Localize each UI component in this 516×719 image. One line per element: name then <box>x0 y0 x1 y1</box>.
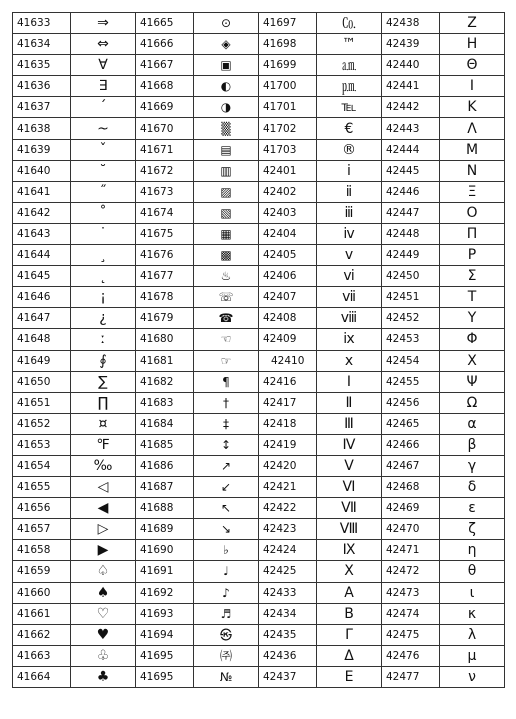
glyph-cell: ㏇ <box>317 13 382 34</box>
code-cell: 41676 <box>136 245 194 266</box>
table-row <box>13 202 505 223</box>
code-cell: 42436 <box>259 645 317 666</box>
glyph-cell: ▒ <box>194 118 259 139</box>
table-row <box>13 371 505 392</box>
glyph-cell: γ <box>440 455 505 476</box>
glyph-cell: ∑ <box>71 371 136 392</box>
glyph-cell: Ⅸ <box>317 540 382 561</box>
glyph-cell: ◈ <box>194 34 259 55</box>
code-cell: 42451 <box>382 287 440 308</box>
glyph-cell: Ⅲ <box>317 413 382 434</box>
glyph-cell: ζ <box>440 519 505 540</box>
glyph-cell: ◁ <box>71 477 136 498</box>
glyph-cell: ¶ <box>194 371 259 392</box>
table-row <box>13 519 505 540</box>
table-row <box>13 55 505 76</box>
table-row <box>13 160 505 181</box>
glyph-cell: Ⅰ <box>317 371 382 392</box>
glyph-cell: ㏘ <box>317 76 382 97</box>
code-cell: 41662 <box>13 624 71 645</box>
glyph-cell: ♩ <box>194 561 259 582</box>
glyph-cell: Ⅱ <box>317 392 382 413</box>
code-cell: 42442 <box>382 97 440 118</box>
table-row <box>13 561 505 582</box>
code-cell: 42452 <box>382 308 440 329</box>
glyph-cell: ㈜ <box>194 645 259 666</box>
glyph-cell: Φ <box>440 329 505 350</box>
glyph-cell: ‡ <box>194 413 259 434</box>
glyph-cell: Ⅳ <box>317 434 382 455</box>
code-cell: 42439 <box>382 34 440 55</box>
glyph-cell: ⅲ <box>317 202 382 223</box>
glyph-cell: € <box>317 118 382 139</box>
code-cell: 41697 <box>259 13 317 34</box>
glyph-cell: ¿ <box>71 308 136 329</box>
table-row <box>13 308 505 329</box>
code-cell: 42456 <box>382 392 440 413</box>
table-row <box>13 76 505 97</box>
table-row <box>13 498 505 519</box>
glyph-cell: Ⅵ <box>317 477 382 498</box>
glyph-cell: Ω <box>440 392 505 413</box>
code-cell: 41673 <box>136 181 194 202</box>
glyph-cell: ∀ <box>71 55 136 76</box>
glyph-cell: Ⅷ <box>317 519 382 540</box>
code-cell: 42404 <box>259 223 317 244</box>
code-cell: 42455 <box>382 371 440 392</box>
glyph-cell: ¤ <box>71 413 136 434</box>
glyph-cell: Ν <box>440 160 505 181</box>
code-cell: 42418 <box>259 413 317 434</box>
code-cell: 41635 <box>13 55 71 76</box>
code-cell: 41677 <box>136 266 194 287</box>
glyph-cell: ▨ <box>194 181 259 202</box>
code-cell: 42425 <box>259 561 317 582</box>
code-cell: 41683 <box>136 392 194 413</box>
glyph-cell: ´ <box>71 97 136 118</box>
code-cell: 42419 <box>259 434 317 455</box>
glyph-cell: η <box>440 540 505 561</box>
code-cell: 41640 <box>13 160 71 181</box>
table-row <box>13 477 505 498</box>
glyph-cell: θ <box>440 561 505 582</box>
code-cell: 41645 <box>13 266 71 287</box>
table-row <box>13 413 505 434</box>
glyph-cell: Σ <box>440 266 505 287</box>
glyph-cell: ♨ <box>194 266 259 287</box>
code-cell: 41699 <box>259 55 317 76</box>
code-cell: 42472 <box>382 561 440 582</box>
glyph-cell: κ <box>440 603 505 624</box>
glyph-cell: ◑ <box>194 97 259 118</box>
code-cell: 41700 <box>259 76 317 97</box>
code-cell: 42449 <box>382 245 440 266</box>
glyph-cell: ☞ <box>194 350 259 371</box>
code-cell: 42454 <box>382 350 440 371</box>
code-cell: 41660 <box>13 582 71 603</box>
glyph-cell: β <box>440 434 505 455</box>
code-cell: 41686 <box>136 455 194 476</box>
code-cell: 42434 <box>259 603 317 624</box>
table-row <box>13 181 505 202</box>
code-cell: 41687 <box>136 477 194 498</box>
glyph-cell: ⅶ <box>317 287 382 308</box>
table-row <box>13 434 505 455</box>
code-cell: 42465 <box>382 413 440 434</box>
code-cell: 42423 <box>259 519 317 540</box>
code-cell: 42476 <box>382 645 440 666</box>
code-cell: 42435 <box>259 624 317 645</box>
code-cell: 42406 <box>259 266 317 287</box>
glyph-cell: ♬ <box>194 603 259 624</box>
code-cell: 41663 <box>13 645 71 666</box>
code-cell: 41658 <box>13 540 71 561</box>
code-cell: 42471 <box>382 540 440 561</box>
code-cell: 41669 <box>136 97 194 118</box>
glyph-cell: λ <box>440 624 505 645</box>
glyph-cell: Ⅹ <box>317 561 382 582</box>
glyph-cell: ˝ <box>71 181 136 202</box>
glyph-cell: Χ <box>440 350 505 371</box>
code-cell: 42475 <box>382 624 440 645</box>
code-cell: 41641 <box>13 181 71 202</box>
code-cell: 42408 <box>259 308 317 329</box>
glyph-cell: Μ <box>440 139 505 160</box>
code-cell: 42445 <box>382 160 440 181</box>
table-row <box>13 645 505 666</box>
code-cell: 41694 <box>136 624 194 645</box>
glyph-cell: ☎ <box>194 308 259 329</box>
code-cell: 41702 <box>259 118 317 139</box>
glyph-cell: ♤ <box>71 561 136 582</box>
glyph-cell: ⅰ <box>317 160 382 181</box>
code-cell: 42468 <box>382 477 440 498</box>
code-cell: 41638 <box>13 118 71 139</box>
glyph-cell: ¸ <box>71 245 136 266</box>
glyph-cell: ♭ <box>194 540 259 561</box>
code-cell: 41682 <box>136 371 194 392</box>
glyph-cell: ® <box>317 139 382 160</box>
code-cell: 42433 <box>259 582 317 603</box>
glyph-cell: ˘ <box>71 160 136 181</box>
table-row <box>13 287 505 308</box>
glyph-cell: Δ <box>317 645 382 666</box>
glyph-cell: ☜ <box>194 329 259 350</box>
glyph-cell: ▶ <box>71 540 136 561</box>
code-cell: 42447 <box>382 202 440 223</box>
table-row <box>13 118 505 139</box>
table-row <box>13 34 505 55</box>
glyph-cell: ∏ <box>71 392 136 413</box>
glyph-cell: Θ <box>440 55 505 76</box>
glyph-cell: Ε <box>317 666 382 687</box>
code-cell: 41671 <box>136 139 194 160</box>
glyph-cell: ⇒ <box>71 13 136 34</box>
glyph-cell: ™ <box>317 34 382 55</box>
glyph-cell: Ρ <box>440 245 505 266</box>
glyph-cell: Α <box>317 582 382 603</box>
code-cell: 41661 <box>13 603 71 624</box>
glyph-cell: ⅱ <box>317 181 382 202</box>
glyph-cell: ♣ <box>71 666 136 687</box>
code-cell: 42421 <box>259 477 317 498</box>
code-cell: 41642 <box>13 202 71 223</box>
glyph-cell: Ζ <box>440 13 505 34</box>
code-cell: 42437 <box>259 666 317 687</box>
code-cell: 41685 <box>136 434 194 455</box>
code-cell: 42424 <box>259 540 317 561</box>
code-cell: 42402 <box>259 181 317 202</box>
code-cell: 41639 <box>13 139 71 160</box>
table-row <box>13 666 505 687</box>
code-cell: 41634 <box>13 34 71 55</box>
code-cell: 41655 <box>13 477 71 498</box>
code-cell: 42403 <box>259 202 317 223</box>
code-cell: 42443 <box>382 118 440 139</box>
table-row <box>13 266 505 287</box>
code-cell: 42473 <box>382 582 440 603</box>
code-cell: 42417 <box>259 392 317 413</box>
code-cell: 41670 <box>136 118 194 139</box>
code-cell: 41692 <box>136 582 194 603</box>
code-cell: 42410 <box>259 350 317 371</box>
code-cell: 42416 <box>259 371 317 392</box>
code-cell: 41650 <box>13 371 71 392</box>
glyph-cell: ↙ <box>194 477 259 498</box>
code-cell: 42450 <box>382 266 440 287</box>
glyph-cell: ▩ <box>194 245 259 266</box>
glyph-cell: Ⅶ <box>317 498 382 519</box>
code-cell: 42470 <box>382 519 440 540</box>
character-code-table <box>12 12 505 688</box>
code-cell: 41698 <box>259 34 317 55</box>
glyph-cell: ↖ <box>194 498 259 519</box>
glyph-cell: ☏ <box>194 287 259 308</box>
glyph-cell: ↘ <box>194 519 259 540</box>
table-row <box>13 582 505 603</box>
code-cell: 41652 <box>13 413 71 434</box>
code-cell: 41656 <box>13 498 71 519</box>
code-cell: 41691 <box>136 561 194 582</box>
glyph-cell: ː <box>71 329 136 350</box>
code-cell: 41666 <box>136 34 194 55</box>
glyph-cell: ⅵ <box>317 266 382 287</box>
code-cell: 41689 <box>136 519 194 540</box>
glyph-cell: Ψ <box>440 371 505 392</box>
glyph-cell: ⅸ <box>317 329 382 350</box>
code-cell: 42469 <box>382 498 440 519</box>
glyph-cell: ▤ <box>194 139 259 160</box>
glyph-cell: ♠ <box>71 582 136 603</box>
glyph-cell: Λ <box>440 118 505 139</box>
code-cell: 41659 <box>13 561 71 582</box>
glyph-cell: ⅳ <box>317 223 382 244</box>
glyph-cell: ⅷ <box>317 308 382 329</box>
glyph-cell: Ⅴ <box>317 455 382 476</box>
code-cell: 41674 <box>136 202 194 223</box>
table-row <box>13 223 505 244</box>
glyph-cell: ℉ <box>71 434 136 455</box>
glyph-cell: ♥ <box>71 624 136 645</box>
code-cell: 41653 <box>13 434 71 455</box>
code-cell: 41654 <box>13 455 71 476</box>
table-row <box>13 245 505 266</box>
glyph-cell: ♪ <box>194 582 259 603</box>
code-cell: 41651 <box>13 392 71 413</box>
glyph-cell: ‰ <box>71 455 136 476</box>
code-cell: 41648 <box>13 329 71 350</box>
glyph-cell: ⊙ <box>194 13 259 34</box>
glyph-cell: ◐ <box>194 76 259 97</box>
glyph-cell: ¡ <box>71 287 136 308</box>
code-cell: 41637 <box>13 97 71 118</box>
glyph-cell: Η <box>440 34 505 55</box>
code-cell: 42446 <box>382 181 440 202</box>
code-cell: 42444 <box>382 139 440 160</box>
table-row <box>13 624 505 645</box>
glyph-cell: ㉿ <box>194 624 259 645</box>
code-cell: 42438 <box>382 13 440 34</box>
code-cell: 41667 <box>136 55 194 76</box>
code-cell: 42420 <box>259 455 317 476</box>
table-row <box>13 139 505 160</box>
code-cell: 41678 <box>136 287 194 308</box>
code-cell: 41684 <box>136 413 194 434</box>
glyph-cell: ♧ <box>71 645 136 666</box>
glyph-cell: ▦ <box>194 223 259 244</box>
code-cell: 42453 <box>382 329 440 350</box>
code-cell: 41690 <box>136 540 194 561</box>
code-cell: 41695 <box>136 645 194 666</box>
code-cell: 41633 <box>13 13 71 34</box>
table-row <box>13 603 505 624</box>
glyph-cell: ♡ <box>71 603 136 624</box>
glyph-cell: Ο <box>440 202 505 223</box>
code-cell: 42467 <box>382 455 440 476</box>
glyph-cell: ε <box>440 498 505 519</box>
code-cell: 41681 <box>136 350 194 371</box>
table-row <box>13 540 505 561</box>
code-cell: 41695 <box>136 666 194 687</box>
glyph-cell: ˚ <box>71 202 136 223</box>
code-cell: 41672 <box>136 160 194 181</box>
table-row <box>13 13 505 34</box>
glyph-cell: Β <box>317 603 382 624</box>
code-cell: 42405 <box>259 245 317 266</box>
glyph-cell: ▧ <box>194 202 259 223</box>
glyph-cell: ▣ <box>194 55 259 76</box>
glyph-cell: Ξ <box>440 181 505 202</box>
code-cell: 42422 <box>259 498 317 519</box>
glyph-cell: ◀ <box>71 498 136 519</box>
glyph-cell: ㏂ <box>317 55 382 76</box>
code-cell: 42474 <box>382 603 440 624</box>
glyph-cell: Τ <box>440 287 505 308</box>
code-cell: 41644 <box>13 245 71 266</box>
code-cell: 41647 <box>13 308 71 329</box>
glyph-cell: ℡ <box>317 97 382 118</box>
table-row <box>13 392 505 413</box>
code-cell: 42407 <box>259 287 317 308</box>
code-cell: 41668 <box>136 76 194 97</box>
code-cell: 41693 <box>136 603 194 624</box>
glyph-cell: μ <box>440 645 505 666</box>
code-cell: 41688 <box>136 498 194 519</box>
glyph-cell: ↗ <box>194 455 259 476</box>
table-row <box>13 97 505 118</box>
glyph-cell: ⅴ <box>317 245 382 266</box>
code-cell: 41703 <box>259 139 317 160</box>
glyph-cell: ˙ <box>71 223 136 244</box>
code-cell: 41680 <box>136 329 194 350</box>
code-cell: 41646 <box>13 287 71 308</box>
glyph-cell: ⅹ <box>317 350 382 371</box>
glyph-cell: № <box>194 666 259 687</box>
glyph-cell: ˛ <box>71 266 136 287</box>
code-cell: 41679 <box>136 308 194 329</box>
glyph-cell: ▷ <box>71 519 136 540</box>
table-row <box>13 350 505 371</box>
code-cell: 42401 <box>259 160 317 181</box>
code-cell: 42409 <box>259 329 317 350</box>
glyph-cell: α <box>440 413 505 434</box>
code-cell: 41636 <box>13 76 71 97</box>
code-cell: 42440 <box>382 55 440 76</box>
code-cell: 42448 <box>382 223 440 244</box>
glyph-cell: † <box>194 392 259 413</box>
code-cell: 41657 <box>13 519 71 540</box>
code-cell: 42466 <box>382 434 440 455</box>
glyph-cell: Ι <box>440 76 505 97</box>
glyph-cell: δ <box>440 477 505 498</box>
table-body <box>13 13 505 688</box>
glyph-cell: ▥ <box>194 160 259 181</box>
glyph-cell: ⇔ <box>71 34 136 55</box>
glyph-cell: Υ <box>440 308 505 329</box>
glyph-cell: ~ <box>71 118 136 139</box>
glyph-cell: Κ <box>440 97 505 118</box>
table-row <box>13 455 505 476</box>
table-row <box>13 329 505 350</box>
code-cell: 41675 <box>136 223 194 244</box>
code-cell: 41643 <box>13 223 71 244</box>
glyph-cell: Π <box>440 223 505 244</box>
glyph-cell: ∮ <box>71 350 136 371</box>
glyph-cell: ∃ <box>71 76 136 97</box>
glyph-cell: ˇ <box>71 139 136 160</box>
code-cell: 41664 <box>13 666 71 687</box>
code-cell: 41701 <box>259 97 317 118</box>
code-cell: 42441 <box>382 76 440 97</box>
glyph-cell: Γ <box>317 624 382 645</box>
code-cell: 41649 <box>13 350 71 371</box>
glyph-cell: ν <box>440 666 505 687</box>
glyph-cell: ↕ <box>194 434 259 455</box>
glyph-cell: ι <box>440 582 505 603</box>
code-cell: 41665 <box>136 13 194 34</box>
code-cell: 42477 <box>382 666 440 687</box>
